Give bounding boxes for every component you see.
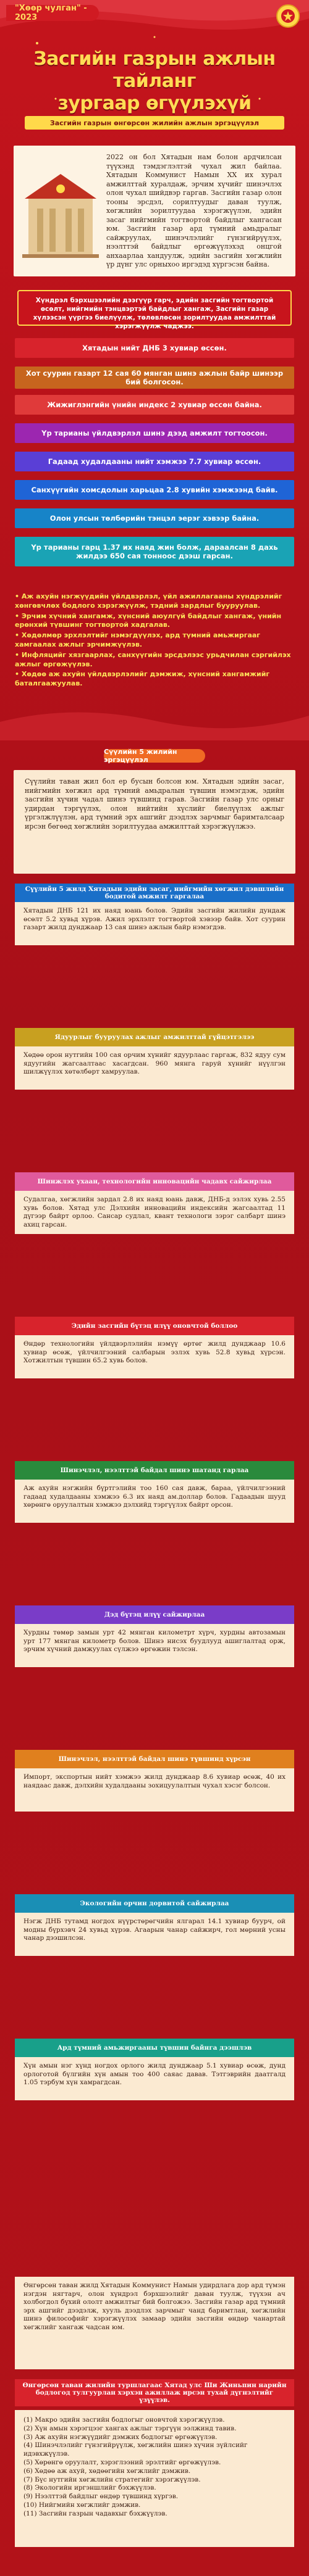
intro-paragraph: 2022 он бол Хятадын нам болон ардчилсан түүхэнд тэмдэглэлтэй чухал жил байлаа. Хятадын Коммунист Намын XX их хурал амжилттай хуралдаж, эрчим хүчийг шинэчлэх олон чухал шийдвэр гаргав. Засгийн газар олон тооны эрсдэл, сорилтуудыг даван туулж, хөгжлийн зорилтуудаа хэрэгжүүлэн, эдийн засаг нийгмийн тогтвортой байдлыг хангасан юм. Засгийн газар ард түмний амьдралыг сайжруулах, шинэчлэлийг гүнзгийрүүлэх, нээлттэй байдлыг өргөжүүлэхэд онцгой анхаарлаа хандуулж, эдийн засгийн хөгжлийн үр дүнг улс орныхоо иргэдэд хүргэсэн байна. [106, 153, 282, 268]
section3-list [15, 2410, 294, 2547]
list-item: (6) Хөдөө аж ахуй, хөдөөгийн хөгжлийг дэмжив. [23, 2467, 191, 2475]
block-head: Эдийн засгийн бүтэц илүү оновчтой боллоо [15, 1317, 294, 1335]
list-item: (11) Засгийн газрын чадавхыг бэхжүүлэв. [23, 2509, 167, 2517]
list-item: (3) Аж ахуйн нэгжүүдийг дэмжих бодлогыг өргөжүүлэв. [23, 2433, 218, 2441]
facts-list [15, 592, 294, 690]
block-text: Нэгж ДНБ тутамд ногдох нүүрстөрөгчийн ялгарал 14.1 хувиар буурч, ой модны бүрхэвч 24 хувьд хүрэв. Агаарын чанар сайжирч, гол мөрний усны чанар дээшилсэн. [23, 1918, 286, 1942]
block-head: Сүүлийн 5 жилд Хятадын эдийн засаг, нийгмийн хөгжил дэвшлийн бодитой амжилт гаргалаа [15, 884, 294, 902]
stat-pill [15, 452, 294, 471]
fact-item: • Аж ахуйн нэгжүүдийн үйлдвэрлэл, үйл ажиллагааны хүндрэлийг хөнгөвчлөх бодлого хэрэгжүүлж, тэдний зардлыг бууруулав. [15, 592, 282, 610]
section2-paragraph: Сүүлийн таван жил бол ер бусын болсон юм. Хятадын эдийн засаг, нийгмийн хөгжил ард түмний амьдралын түвшин нэмэгдэж, эдийн засгийн хүчин чадал шинэ түвшинд гарав. Засгийн газар улс орныг удирдан тэргүүлэх, олон нийтийн хүслийг биелүүлэх ажлыг үргэлжлүүлэн, ард түмний эрх ашгийг дээдлэх зарчмыг баримталсаар ирсэн бөгөөд хөгжлийн зорилтуудаа амжилттай хэрэгжүүлжээ. [25, 777, 284, 830]
stat-text: Хот суурин газарт 12 сая 60 мянган шинэ ажлын байр шинээр бий болгосон. [25, 369, 284, 386]
stat-text: Жижиглэнгийн үнийн индекс 2 хувиар өссөн байна. [47, 400, 262, 409]
block-body [15, 1768, 294, 1812]
block-body [15, 1480, 294, 1523]
fact-item: • Хөдөлмөр эрхлэлтийг нэмэгдүүлэх, ард түмний амьжиргааг хамгаалах ажлыг эрчимжүүлэв. [15, 631, 261, 648]
closing-paragraph: Өнгөрсөн таван жилд Хятадын Коммунист Намын удирдлага дор ард түмэн нэгдэн нягтарч, олон хүндрэл бэрхшээлийг даван туулж, түүхэн ач холбогдол бүхий ололт амжилтыг бий болгожээ. Засгийн газар ард түмний эрх ашгийг дээдэлж, хууль дээдлэх зарчмыг чанд баримтлан, хөгжлийн шинэ философийг хэрэгжүүлэх замаар эдийн засгийн өндөр чанартай хөгжлийг хангаж чадсан юм. [23, 2282, 286, 2331]
fact-item: • Хөдөө аж ахуйн үйлдвэрлэлийг дэмжиж, хүнсний хангамжийг баталгаажуулав. [15, 670, 270, 688]
stat-text: Үр тарианы үйлдвэрлэл шинэ дээд амжилт тогтоосон. [41, 429, 268, 437]
block-body [15, 902, 294, 945]
block-head: Ядуурлыг бууруулах ажлыг амжилттай гүйцэтгэлээ [15, 1028, 294, 1046]
fact-item: • Эрчим хүчний хангамж, хүнсний аюулгүй байдлыг хангаж, үнийн ерөнхий түвшинг тогтвортой хадгалав. [15, 611, 282, 629]
stat-pill [15, 395, 294, 415]
stat-text: Олон улсын төлбөрийн тэнцэл эерэг хэвээр байна. [49, 514, 260, 523]
list-item: (10) Нийгмийн хөгжлийг дэмжив. [23, 2501, 141, 2509]
section3-head: Өнгөрсөн таван жилийн туршлагаас Хятад улс Ши Жиньпин нарийн бодлогод тулгуурлан хэрхэн ажиллаж ирсэн тухай дүгнэлтийг үзүүлэв. [15, 2379, 294, 2406]
title-line-1: Засгийн газрын ажлын тайланг [33, 48, 276, 92]
block-body [15, 1191, 294, 1234]
intro-card [14, 146, 295, 276]
stat-text: Хятадын нийт ДНБ 3 хувиар өссөн. [82, 344, 227, 352]
wave-separator [0, 703, 309, 740]
event-tag: "Хөөр чулган" - 2023 [6, 5, 99, 21]
fact-item: • Инфляцийг хязгаарлах, санхүүгийн эрсдэлээс урьдчилан сэргийлэх ажлыг өргөжүүлэв. [15, 650, 291, 668]
block-text: Судалгаа, хөгжлийн зардал 2.8 их наяд юань давж, ДНБ-д эзлэх хувь 2.55 хувь болов. Хятад улс Дэлхийн инновацийн индексийн жагсаалтад 11 дүгээр байрт орлоо. Сансар судлал, квант технологи зэрэг салбарт шинэ ахиц гарсан. [23, 1196, 286, 1228]
stat-pill [15, 537, 294, 566]
stat-text: Санхүүгийн хомсдолын харьцаа 2.8 хувийн хэмжээнд байв. [31, 486, 278, 494]
block-head: Шинэчлэл, нээлттэй байдал шинэ шатанд гарлаа [15, 1461, 294, 1480]
block-text: Хурдны төмөр замын урт 42 мянган километрт хүрч, хурдны автозамын урт 177 мянган километр болов. Шинэ нисэх буудлууд ашиглалтад орж, эрчим хүчний дамжуулах сүлжээ өргөжин тэлсэн. [23, 1629, 286, 1654]
block-head: Ард түмний амьжиргааны түвшин байнга дээшлэв [15, 2039, 294, 2057]
stat-text: Үр тарианы гарц 1.37 их наяд жин болж, дараалсан 8 дахь жилдээ 650 сая тонноос дээш гарсан. [31, 543, 278, 560]
highlight-bubble: Хүндрэл бэрхшээлийн дээгүүр гарч, эдийн засгийн тогтвортой өсөлт, нийгмийн тэнцвэртэй байдлыг хангаж, Засгийн газар хүлээсэн үүргээ биелүүлж, төлөвлөсөн зорилтуудаа амжилттай хэрэгжүүлж чаджээ. [17, 290, 292, 326]
list-item: (7) Бүс нутгийн хөгжлийн стратегийг хэрэгжүүлэв. [23, 2475, 201, 2483]
block-text: Хөдөө орон нутгийн 100 сая орчим хүнийг ядуурлаас гаргаж, 832 ядуу сум ядуугийн жагсаалтаас хасагдсан. 960 мянга гаруй хүнийг нүүлгэн шилжүүлэх хөтөлбөрт хамруулав. [23, 1051, 286, 1076]
list-item: (4) Шинэчлэлийг гүнзгийрүүлж, хөгжлийн шинэ хүчин зүйлсийг идэвхжүүлэв. [23, 2441, 248, 2458]
block-body [15, 1046, 294, 1090]
stat-pill [15, 338, 294, 358]
section2-pill: Сүүлийн 5 жилийн эргэцүүлэл [104, 749, 205, 763]
block-head: Шинжлэх ухаан, технологийн инновацийн чадавх сайжирлаа [15, 1172, 294, 1191]
block-head: Шинэчлэл, нээлттэй байдал шинэ түвшинд хүрсэн [15, 1750, 294, 1768]
page-title [12, 48, 297, 115]
stat-pill [15, 508, 294, 528]
block-body [15, 1913, 294, 1956]
block-head: Экологийн орчин дорвитой сайжирлаа [15, 1894, 294, 1913]
block-text: Аж ахуйн нэгжийн бүртгэлийн тоо 160 сая давж, бараа, үйлчилгээний гадаад худалдааны хэмжээ 6.3 их наяд ам.доллар болов. Гадаадын шууд хөрөнгө оруулалтын хэмжээ дэлхийд тэргүүлэх байрт орсон. [23, 1485, 286, 1509]
stat-text: Гадаад худалдааны нийт хэмжээ 7.7 хувиар өссөн. [48, 457, 261, 466]
title-line-2: зургаар өгүүлэхүй [57, 93, 252, 114]
list-item: (1) Макро эдийн засгийн бодлогыг оновчтой хэрэгжүүлэв. [23, 2416, 225, 2424]
stat-pill [15, 480, 294, 500]
list-item: (8) Экологийн иргэншлийг бэхжүүлэв. [23, 2484, 156, 2492]
block-body [15, 1624, 294, 1667]
block-head: Дэд бүтэц илүү сайжирлаа [15, 1605, 294, 1624]
section2-intro-card [14, 770, 295, 874]
subtitle-banner: Засгийн газрын өнгөрсөн жилийн ажлын эргэцүүлэл [25, 116, 284, 130]
list-item: (9) Нээлттэй байдлыг өндөр түвшинд хүргэв. [23, 2493, 179, 2501]
building-illustration [22, 160, 99, 262]
block-text: Хүн амын нэг хүнд ногдох орлого жилд дунджаар 5.1 хувиар өсөж, дунд орлоготой бүлгийн хүн амын тоо 400 саяас давав. Тэтгэврийн даатгалд 1.05 тэрбум хүн хамрагдсан. [23, 2062, 286, 2087]
list-item: (5) Хөрөнгө оруулалт, хэрэглээний эрэлтийг өргөжүүлэв. [23, 2458, 221, 2466]
closing-card [15, 2277, 294, 2369]
stat-pill [15, 367, 294, 389]
block-body [15, 1335, 294, 1378]
list-item: (2) Хүн амын хэрэгцээг хангах ажлыг тэргүүн ээлжинд тавив. [23, 2424, 237, 2432]
block-body [15, 2057, 294, 2100]
block-text: Хятадын ДНБ 121 их наяд юань болов. Эдийн засгийн жилийн дундаж өсөлт 5.2 хувьд хүрэв. Ажил эрхлэлт тогтвортой хэвээр байв. Хот суурин газарт жилд дунджаар 13 сая шинэ ажлын байр нэмэгдэв. [23, 907, 286, 932]
block-text: Өндөр технологийн үйлдвэрлэлийн нэмүү өртөг жилд дунджаар 10.6 хувиар өсөж, үйлчилгээний салбарын эзлэх хувь 52.8 хувьд хүрсэн. Хотжилтын түвшин 65.2 хувь болов. [23, 1340, 286, 1365]
stat-pill [15, 423, 294, 443]
block-text: Импорт, экспортын нийт хэмжээ жилд дунджаар 8.6 хувиар өсөж, 40 их наядаас давж, дэлхийн худалдааны зохицуулалтын чухал хэсэг болсон. [23, 1773, 286, 1789]
